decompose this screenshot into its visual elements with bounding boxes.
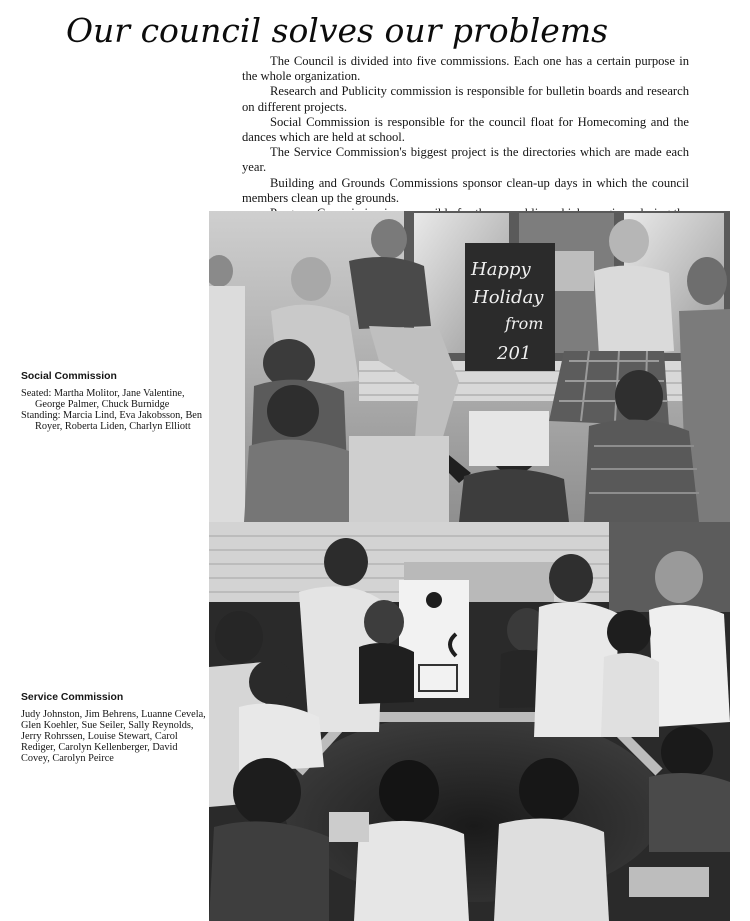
caption-standing: Standing: Marcia Lind, Eva Jakobsson, Ben Royer, Roberta Liden, Charlyn Elliott [21,409,203,432]
paragraph-grounds: Building and Grounds Commissions sponsor clean-up days in which the council members clean up the grounds. [242,175,689,205]
sign-text-201: 201 [497,343,532,364]
service-commission-illustration [209,522,730,921]
sign-text-holiday: Holiday [473,287,544,308]
caption-social-commission [21,372,206,433]
sign-text-happy: Happy [471,259,531,280]
social-commission-illustration [209,211,730,522]
body-text [242,54,689,236]
service-commission-photo [209,522,730,921]
social-commission-photo [209,211,730,522]
caption-seated: Seated: Martha Molitor, Jane Valentine, George Palmer, Chuck Burnidge [21,387,185,410]
page-title: Our council solves our problems [66,11,609,50]
paragraph-social: Social Commission is responsible for the council float for Homecoming and the dances which are held at school. [242,114,689,145]
caption-heading: Social Commission [21,371,117,382]
paragraph-research: Research and Publicity commission is responsible for bulletin boards and research on different projects. [242,84,689,114]
paragraph-service: The Service Commission's biggest project is the directories which are made each year. [242,145,689,175]
paragraph-intro: The Council is divided into five commissions. Each one has a certain purpose in the whole organization. [242,54,689,84]
caption-service-commission [21,693,206,764]
caption-members: Judy Johnston, Jim Behrens, Luanne Cevela, Glen Koehler, Sue Seiler, Sally Reynolds, Jerry Rohrssen, Louise Stewart, Carol Rediger, Carolyn Kellenberger, David Covey, Carolyn Peirce [21,708,206,764]
caption-heading: Service Commission [21,692,124,703]
sign-text-from: from [505,314,544,333]
